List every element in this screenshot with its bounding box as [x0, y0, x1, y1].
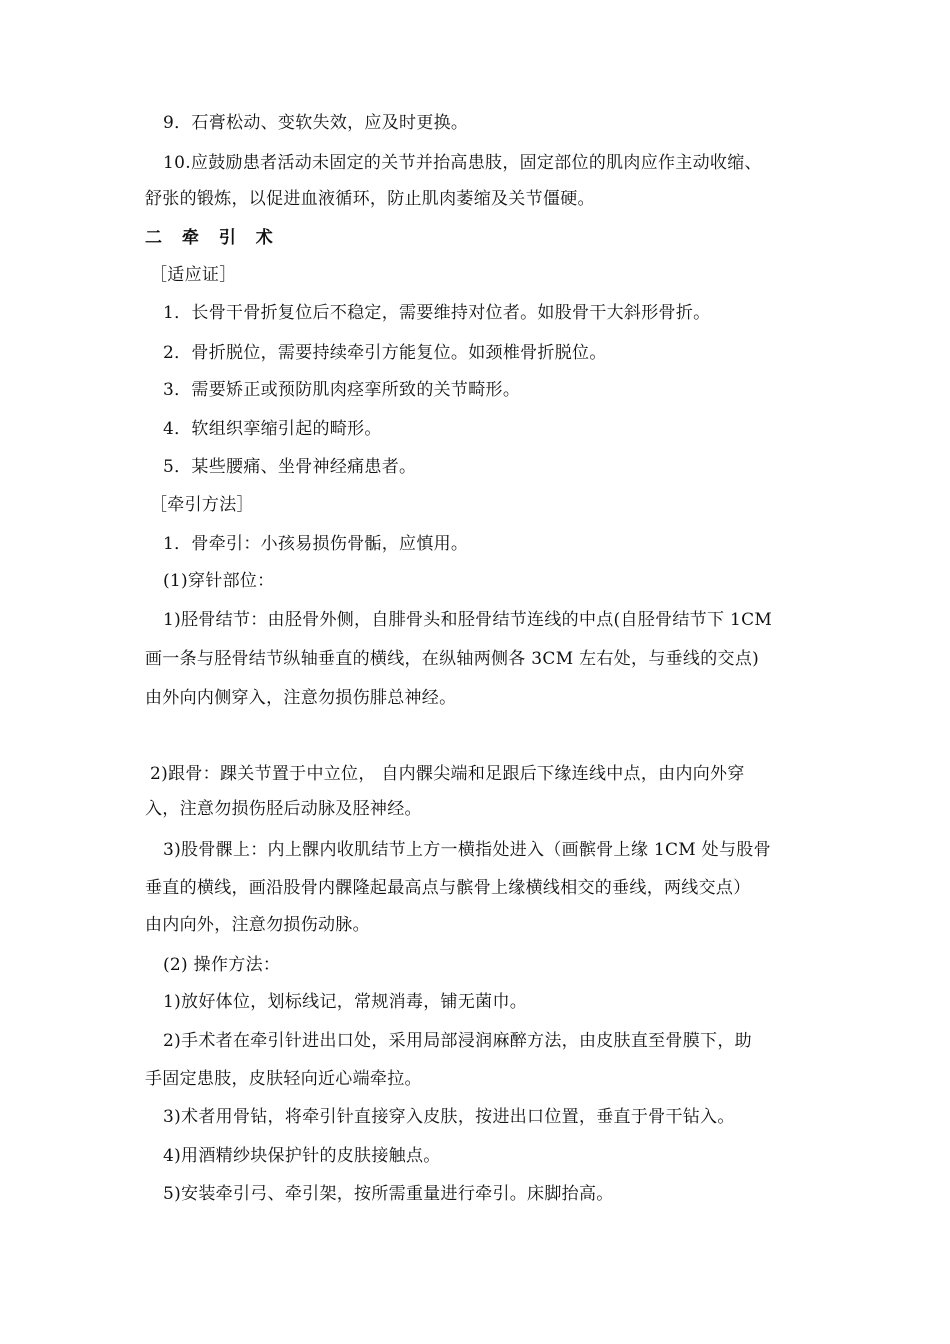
paragraph-line: 入，注意勿损伤胫后动脉及胫神经。	[145, 799, 422, 819]
paragraph-line: 5．某些腰痛、坐骨神经痛患者。	[163, 457, 417, 477]
paragraph-line: 1)放好体位，划标线记，常规消毒，铺无菌巾。	[163, 992, 528, 1012]
paragraph-line: 1．骨牵引：小孩易损伤骨骺，应慎用。	[163, 534, 469, 554]
subsection-label: ［适应证］	[150, 265, 237, 285]
section-heading: 二 牵 引 术	[145, 228, 280, 248]
paragraph-line: 1．长骨干骨折复位后不稳定，需要维持对位者。如股骨干大斜形骨折。	[163, 303, 711, 323]
paragraph-line: 3)术者用骨钻，将牵引针直接穿入皮肤，按进出口位置，垂直于骨干钻入。	[163, 1107, 735, 1127]
subsection-label: ［牵引方法］	[150, 495, 254, 515]
paragraph-line: 由外向内侧穿入，注意勿损伤腓总神经。	[145, 688, 457, 708]
paragraph-line: 4．软组织挛缩引起的畸形。	[163, 419, 382, 439]
paragraph-line: 5)安装牵引弓、牵引架，按所需重量进行牵引。床脚抬高。	[163, 1184, 614, 1204]
paragraph-line: 4)用酒精纱块保护针的皮肤接触点。	[163, 1146, 441, 1166]
paragraph-line: 由内向外，注意勿损伤动脉。	[145, 915, 370, 935]
paragraph-line: (2) 操作方法：	[163, 955, 281, 975]
paragraph-line: 2．骨折脱位，需要持续牵引方能复位。如颈椎骨折脱位。	[163, 343, 607, 363]
paragraph-line: 手固定患肢，皮肤轻向近心端牵拉。	[145, 1069, 422, 1089]
paragraph-line: 2)手术者在牵引针进出口处，采用局部浸润麻醉方法，由皮肤直至骨膜下，助	[163, 1031, 752, 1051]
paragraph-line: 1)胫骨结节：由胫骨外侧，自腓骨头和胫骨结节连线的中点(自胫骨结节下 1CM	[163, 610, 773, 630]
paragraph-line: 10.应鼓励患者活动未固定的关节并抬高患肢，固定部位的肌肉应作主动收缩、	[163, 153, 762, 173]
paragraph-line: 画一条与胫骨结节纵轴垂直的横线，在纵轴两侧各 3CM 左右处，与垂线的交点)	[145, 649, 760, 669]
paragraph-line: 3)股骨髁上：内上髁内收肌结节上方一横指处进入（画髌骨上缘 1CM 处与股骨	[163, 840, 771, 860]
paragraph-line: 2)跟骨：踝关节置于中立位， 自内髁尖端和足跟后下缘连线中点，由内向外穿	[150, 764, 745, 784]
paragraph-line: 9．石膏松动、变软失效，应及时更换。	[163, 113, 469, 133]
paragraph-line: 3．需要矫正或预防肌肉痉挛所致的关节畸形。	[163, 380, 521, 400]
paragraph-line: (1)穿针部位：	[163, 571, 275, 591]
paragraph-line: 舒张的锻炼，以促进血液循环，防止肌肉萎缩及关节僵硬。	[145, 189, 595, 209]
paragraph-line: 垂直的横线，画沿股骨内髁隆起最高点与髌骨上缘横线相交的垂线，两线交点）	[145, 878, 751, 898]
